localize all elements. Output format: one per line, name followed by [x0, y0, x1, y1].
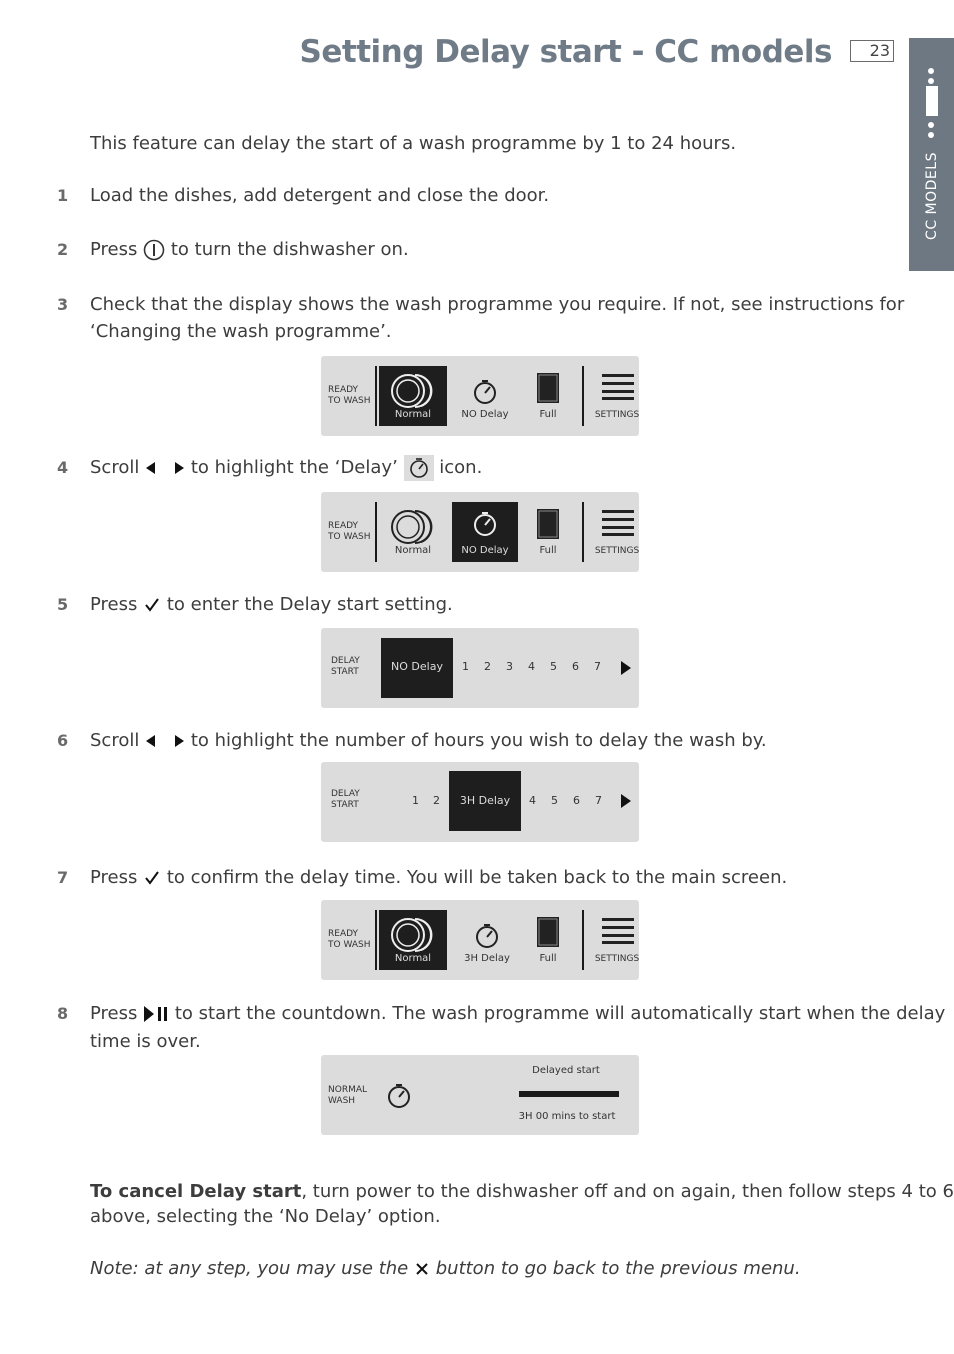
hour-option: 1 — [462, 660, 469, 673]
panel-label: DELAY START — [331, 789, 360, 810]
side-dot — [928, 68, 934, 74]
side-dot — [928, 132, 934, 138]
scroll-right-icon — [621, 661, 631, 675]
hour-option: 5 — [550, 660, 557, 673]
option-label: Normal — [394, 409, 432, 420]
side-tab-label: CC MODELS — [924, 152, 940, 240]
step-text-pre: Scroll — [90, 730, 140, 751]
step-number: 2 — [57, 240, 69, 259]
timer-icon — [471, 510, 499, 538]
display-panel-ready-delay — [321, 492, 639, 572]
panel-label: DELAY START — [331, 656, 360, 677]
hour-option: 6 — [572, 660, 579, 673]
note-post: button to go back to the previous menu. — [435, 1258, 801, 1279]
full-option — [514, 910, 582, 970]
step-text-post: to confirm the delay time. You will be taken back to the main screen. — [166, 867, 788, 888]
full-load-icon — [535, 372, 561, 404]
timer-icon — [473, 922, 501, 950]
left-right-arrows-icon — [145, 734, 185, 748]
side-dot — [928, 78, 934, 84]
cancel-text: , turn power to the dishwasher off and on again, then follow steps 4 to 6 — [301, 1181, 954, 1202]
panel-label: READY TO WASH — [328, 385, 371, 406]
step-text: ‘Changing the wash programme’. — [90, 321, 392, 342]
panel-divider — [375, 366, 377, 426]
step-number: 5 — [57, 595, 69, 614]
settings-option — [577, 502, 645, 562]
left-right-arrows-icon — [145, 461, 185, 475]
hour-option: 2 — [484, 660, 491, 673]
checkmark-icon — [143, 597, 161, 613]
full-option — [514, 366, 582, 426]
option-label: NO Delay — [391, 660, 443, 673]
hour-option: 6 — [573, 794, 580, 807]
step-number: 6 — [57, 731, 69, 750]
cancel-heading: To cancel Delay start — [90, 1181, 302, 1202]
option-label: 3H Delay — [464, 953, 510, 964]
countdown-remaining: 3H 00 mins to start — [518, 1111, 616, 1122]
normal-option — [379, 366, 447, 426]
page-title: Setting Delay start - CC models — [299, 34, 832, 70]
page-number: 23 — [850, 40, 894, 62]
option-label: SETTINGS — [594, 954, 640, 964]
display-panel-delay-start — [321, 628, 639, 708]
full-option — [514, 502, 582, 562]
play-pause-icon — [143, 1005, 169, 1023]
step-text — [90, 454, 482, 481]
option-label: NO Delay — [461, 545, 509, 556]
cancel-paragraph-line2: above, selecting the ‘No Delay’ option. — [90, 1206, 441, 1227]
step-text-post: to highlight the number of hours you wish to delay the wash by. — [190, 730, 767, 751]
no-delay-option — [381, 638, 453, 698]
option-label: Full — [539, 545, 557, 556]
step-text: Check that the display shows the wash programme you require. If not, see instructions for — [90, 294, 905, 315]
step-text — [90, 236, 409, 263]
hour-option: 1 — [412, 794, 419, 807]
hour-option: 5 — [551, 794, 558, 807]
close-icon — [414, 1261, 430, 1277]
full-load-icon — [535, 508, 561, 540]
3h-delay-option — [449, 771, 521, 831]
hour-option: 7 — [594, 660, 601, 673]
normal-option — [379, 502, 447, 562]
option-label: Normal — [394, 545, 432, 556]
step-text — [90, 1000, 945, 1027]
step-number: 3 — [57, 295, 69, 314]
option-label: Full — [539, 953, 557, 964]
side-bar — [926, 86, 938, 116]
hour-option: 4 — [529, 794, 536, 807]
countdown-title: Delayed start — [532, 1065, 600, 1076]
delay-option — [453, 910, 521, 970]
step-text-post: icon. — [439, 457, 483, 478]
timer-icon — [385, 1082, 413, 1110]
option-label: 3H Delay — [459, 794, 511, 807]
step-text — [90, 727, 767, 754]
step-text: Load the dishes, add detergent and close the door. — [90, 185, 550, 206]
checkmark-icon — [143, 870, 161, 886]
step-number: 4 — [57, 458, 69, 477]
hour-option: 4 — [528, 660, 535, 673]
step-number: 7 — [57, 868, 69, 887]
option-label: SETTINGS — [594, 410, 640, 420]
step-text-mid: to highlight the ‘Delay’ — [190, 457, 398, 478]
plates-icon — [389, 372, 437, 410]
option-label: Normal — [394, 953, 432, 964]
countdown-progress-bar — [519, 1091, 619, 1097]
option-label: Full — [539, 409, 557, 420]
step-text-pre: Press — [90, 1003, 138, 1024]
side-dot — [928, 122, 934, 128]
step-text-post: to turn the dishwasher on. — [170, 239, 409, 260]
step-text-pre: Press — [90, 867, 138, 888]
panel-label: READY TO WASH — [328, 521, 371, 542]
timer-icon — [404, 455, 434, 481]
plates-icon — [389, 916, 437, 954]
step-text — [90, 864, 787, 891]
note — [90, 1255, 801, 1282]
panel-label: READY TO WASH — [328, 929, 371, 950]
step-text: time is over. — [90, 1031, 201, 1052]
step-text — [90, 591, 453, 618]
note-pre: Note: at any step, you may use the — [90, 1258, 409, 1279]
hour-option: 7 — [595, 794, 602, 807]
step-text-post: to enter the Delay start setting. — [166, 594, 453, 615]
power-icon — [143, 239, 165, 261]
display-panel-delay-3h — [321, 762, 639, 842]
intro-text: This feature can delay the start of a wash programme by 1 to 24 hours. — [90, 133, 737, 154]
step-text-pre: Press — [90, 239, 138, 260]
settings-option — [577, 910, 645, 970]
cancel-paragraph — [90, 1178, 954, 1205]
menu-icon — [602, 372, 634, 400]
delay-option — [451, 366, 519, 426]
normal-option — [379, 910, 447, 970]
step-text-post: to start the countdown. The wash programme will automatically start when the delay — [174, 1003, 946, 1024]
panel-divider — [375, 502, 377, 562]
full-load-icon — [535, 916, 561, 948]
hour-option: 3 — [506, 660, 513, 673]
panel-divider — [375, 910, 377, 970]
timer-icon — [471, 378, 499, 406]
plates-icon — [389, 508, 437, 546]
step-number: 1 — [57, 186, 69, 205]
option-label: SETTINGS — [594, 546, 640, 556]
settings-option — [577, 366, 645, 426]
display-panel-ready — [321, 356, 639, 436]
scroll-right-icon — [621, 794, 631, 808]
display-panel-ready-3h — [321, 900, 639, 980]
hour-option: 2 — [433, 794, 440, 807]
panel-label: NORMAL WASH — [328, 1085, 368, 1106]
step-number: 8 — [57, 1004, 69, 1023]
delay-option — [452, 502, 518, 562]
menu-icon — [602, 508, 634, 536]
menu-icon — [602, 916, 634, 944]
step-text-pre: Scroll — [90, 457, 140, 478]
display-panel-countdown — [321, 1055, 639, 1135]
option-label: NO Delay — [461, 409, 509, 420]
step-text-pre: Press — [90, 594, 138, 615]
